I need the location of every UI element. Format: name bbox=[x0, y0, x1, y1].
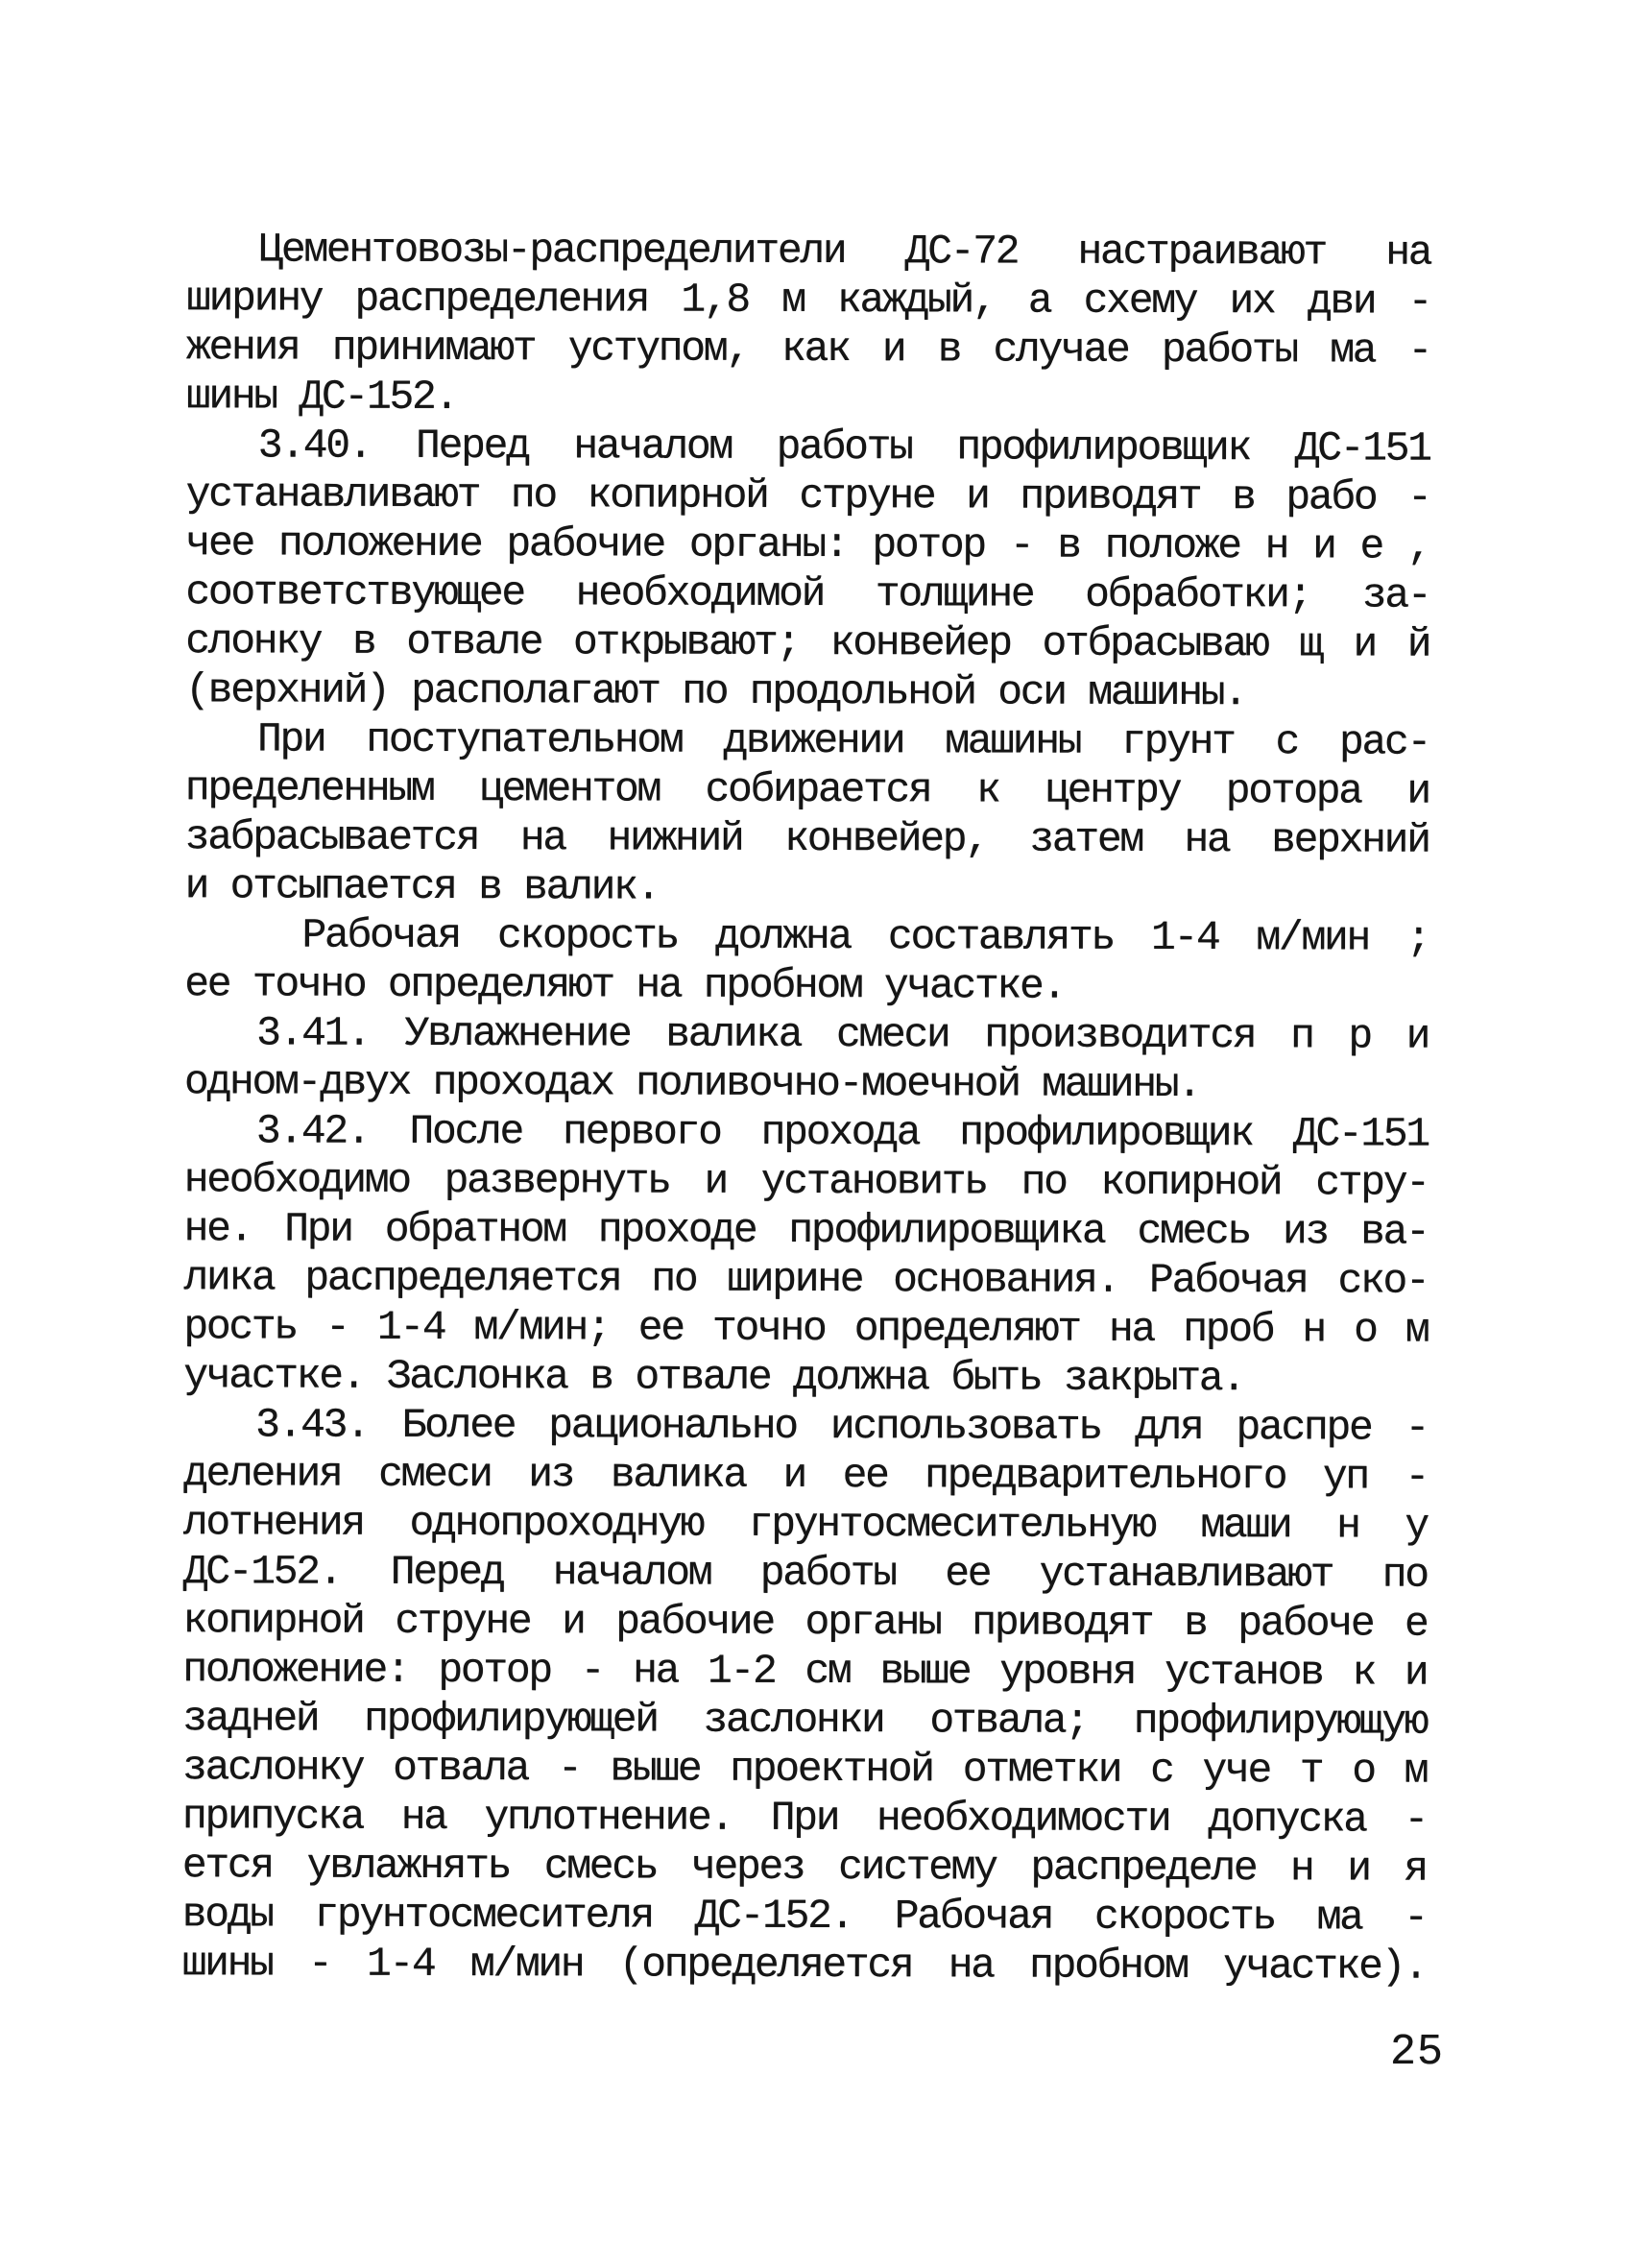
text-line: положение: ротор - на 1-2 см выше уровня установ к и bbox=[182, 1646, 1428, 1697]
text-line: пределенным цементом собирается к центру ротора и bbox=[184, 764, 1429, 815]
text-line: лотнения однопроходную грунтосмесительную маши н у bbox=[182, 1499, 1428, 1550]
text-line: ДС-152. Перед началом работы ее устанавливают по bbox=[182, 1548, 1428, 1599]
text-line: и отсыпается в валик. bbox=[184, 862, 660, 911]
text-line: (верхний) располагают по продольной оси машины. bbox=[185, 666, 1246, 717]
paragraph-3-43 bbox=[182, 1400, 1429, 1991]
paragraph-intro bbox=[186, 225, 1431, 423]
text-line: 3.43. Более рационально использовать для распре - bbox=[255, 1401, 1429, 1452]
text-line: 3.41. Увлажнение валика смеси производится п р и bbox=[256, 1009, 1429, 1060]
page-number: 25 bbox=[1390, 2028, 1445, 2077]
text-line: копирной струне и рабочие органы приводят в рабоче е bbox=[182, 1597, 1428, 1648]
text-line: устанавливают по копирной струне и приводят в рабо - bbox=[185, 470, 1430, 521]
text-line: ее точно определяют на пробном участке. bbox=[184, 960, 1066, 1010]
text-block bbox=[182, 225, 1431, 1991]
text-line: задней профилирующей заслонки отвала; профилирующую bbox=[182, 1695, 1428, 1746]
paragraph-3-40 bbox=[185, 421, 1430, 717]
text-line: не. При обратном проходе профилировщика смесь из ва- bbox=[183, 1205, 1429, 1256]
text-line: заслонку отвала - выше проектной отметки с уче т о м bbox=[182, 1744, 1428, 1795]
text-line: Рабочая скорость должна составлять 1-4 м/мин ; bbox=[301, 911, 1429, 962]
text-line: лика распределяется по ширине основания. Рабочая ско- bbox=[183, 1254, 1429, 1305]
text-line: забрасывается на нижний конвейер, затем на верхний bbox=[184, 813, 1429, 864]
text-line: припуска на уплотнение. При необходимости допуска - bbox=[182, 1793, 1428, 1844]
text-line: необходимо развернуть и установить по копирной стру- bbox=[183, 1156, 1429, 1207]
text-line: ется увлажнять смесь через систему распределе н и я bbox=[181, 1842, 1427, 1893]
paragraph-3-42 bbox=[183, 1106, 1429, 1403]
text-line: Цементовозы-распределители ДС-72 настраивают на bbox=[258, 226, 1431, 277]
text-line: ширину распределения 1,8 м каждый, а схему их дви - bbox=[186, 275, 1431, 326]
paragraph-3-41 bbox=[184, 1008, 1429, 1109]
text-line: При поступательном движении машины грунт с рас- bbox=[256, 715, 1430, 766]
text-line: 3.40. Перед началом работы профилировщик ДС-151 bbox=[257, 422, 1430, 472]
text-line: деления смеси из валика и ее предварительного уп - bbox=[182, 1450, 1429, 1501]
text-line: 3.42. После первого прохода профилировщик ДС-151 bbox=[255, 1107, 1429, 1158]
text-line: слонку в отвале открывают; конвейер отбрасываю щ и й bbox=[185, 617, 1430, 668]
text-line: жения принимают уступом, как и в случае работы ма - bbox=[186, 324, 1431, 374]
text-line: рость - 1-4 м/мин; ее точно определяют на проб н о м bbox=[183, 1303, 1429, 1354]
text-line: шины - 1-4 м/мин (определяется на пробном участке). bbox=[181, 1940, 1427, 1991]
text-line: участке. Заслонка в отвале должна быть закрыта. bbox=[183, 1352, 1245, 1403]
text-line: чее положение рабочие органы: ротор - в положе н и е , bbox=[185, 519, 1430, 570]
text-line: шины ДС-152. bbox=[185, 373, 458, 422]
paragraph-working-speed bbox=[184, 910, 1429, 1011]
text-line: воды грунтосмесителя ДС-152. Рабочая скорость ма - bbox=[181, 1891, 1427, 1942]
text-line: одном-двух проходах поливочно-моечной машины. bbox=[184, 1058, 1200, 1109]
paragraph-forward-motion bbox=[185, 714, 1430, 913]
text-line: соответствующее необходимой толщине обработки; за- bbox=[185, 568, 1430, 619]
